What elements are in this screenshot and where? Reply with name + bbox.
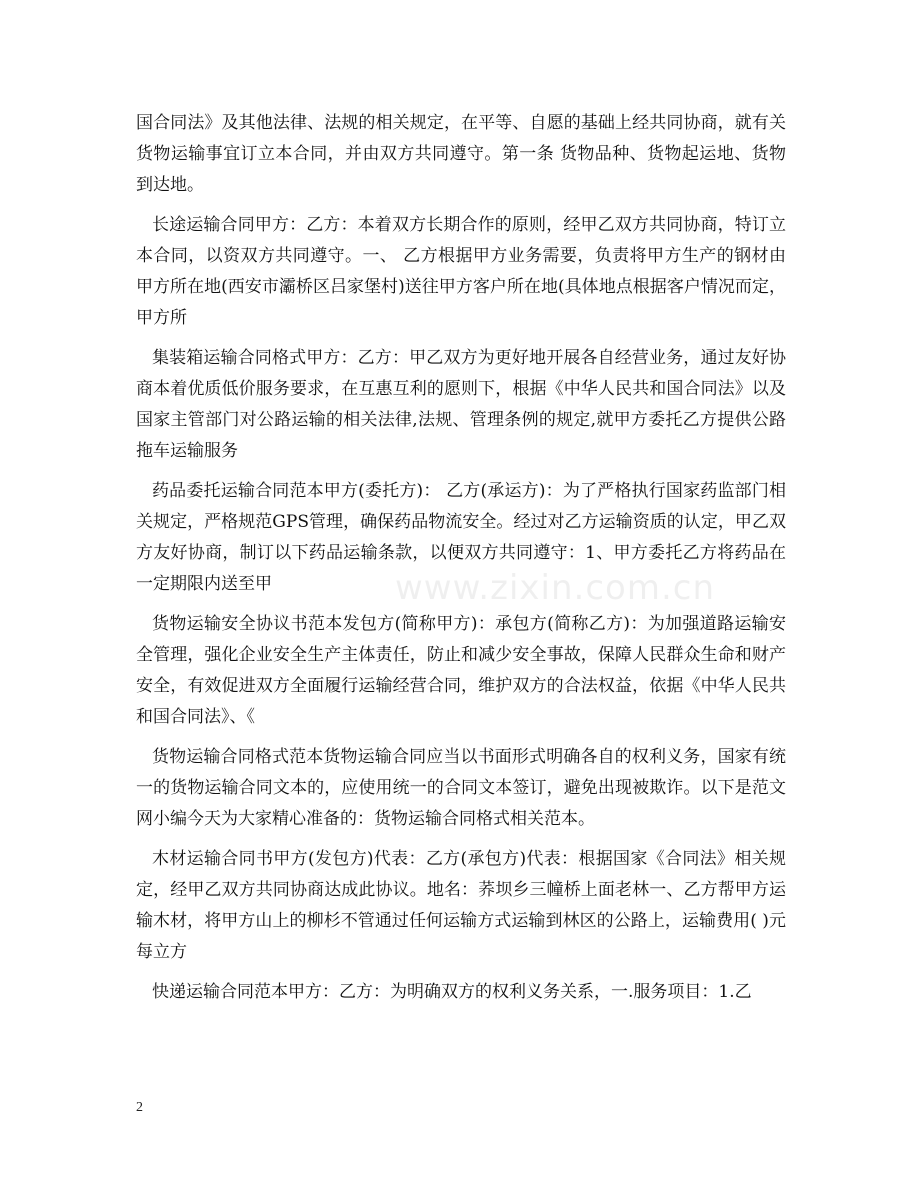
paragraph-8: 快递运输合同范本甲方：乙方：为明确双方的权利义务关系，一.服务项目：1.乙	[152, 982, 752, 1002]
paragraph-4: 药品委托运输合同范本甲方(委托方)： 乙方(承运方)：为了严格执行国家药监部门相关规定，严格规范GPS管理，确保药品物流安全。经过对乙方运输资质的认定，甲乙双方友好协商，制订以下药品运输条款，以便双方共同遵守：1、甲方委托乙方将药品在一定期限内送至甲	[136, 481, 786, 594]
document-body	[136, 108, 786, 1017]
paragraph-7: 木材运输合同书甲方(发包方)代表：乙方(承包方)代表：根据国家《合同法》相关规定，经甲乙双方共同协商达成此协议。地名：荞坝乡三幢桥上面老林一、乙方帮甲方运输木材，将甲方山上的柳杉不管通过任何运输方式运输到林区的公路上，运输费用( )元 每立方	[136, 849, 786, 962]
paragraph-1: 国合同法》及其他法律、法规的相关规定，在平等、自愿的基础上经共同协商，就有关货物运输事宜订立本合同，并由双方共同遵守。第一条 货物品种、货物起运地、货物到达地。	[136, 113, 786, 195]
paragraph-5: 货物运输安全协议书范本发包方(简称甲方)：承包方(简称乙方)：为加强道路运输安全管理，强化企业安全生产主体责任，防止和减少安全事故，保障人民群众生命和财产安全，有效促进双方全面履行运输经营合同，维护双方的合法权益，依据《中华人民共和国合同法》、《	[136, 614, 786, 727]
paragraph-3: 集装箱运输合同格式甲方：乙方：甲乙双方为更好地开展各自经营业务，通过友好协商本着优质低价服务要求，在互惠互利的愿则下，根据《中华人民共和国合同法》以及国家主管部门对公路运输的相关法律,法规、管理条例的规定,就甲方委托乙方提供公路拖车运输服务	[136, 348, 786, 461]
page-number: 2	[136, 1100, 143, 1115]
paragraph-6: 货物运输合同格式范本货物运输合同应当以书面形式明确各自的权利义务，国家有统一的货物运输合同文本的，应使用统一的合同文本签订，避免出现被欺诈。以下是范文网小编今天为大家精心准备的：货物运输合同格式相关范本。	[136, 747, 786, 829]
watermark: www.zixin.com.cn	[395, 568, 715, 608]
paragraph-2: 长途运输合同甲方：乙方：本着双方长期合作的原则，经甲乙双方共同协商，特订立本合同，以资双方共同遵守。一、 乙方根据甲方业务需要，负责将甲方生产的钢材由甲方所在地(西安市灞桥区吕家堡村)送往甲方客户所在地(具体地点根据客户情况而定，甲方所	[136, 215, 786, 328]
